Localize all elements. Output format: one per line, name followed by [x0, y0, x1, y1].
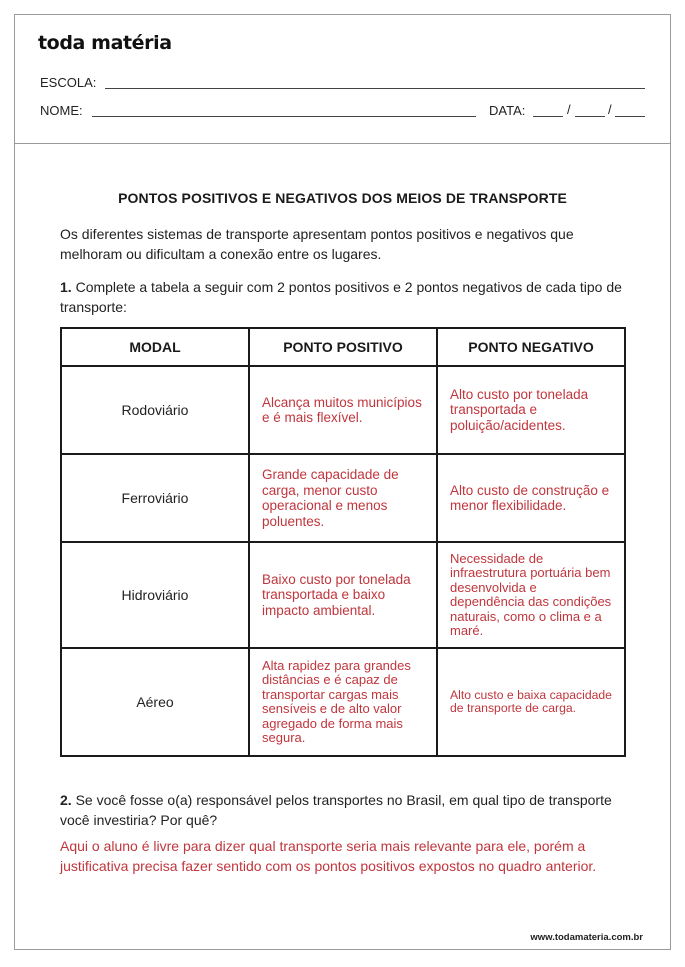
transport-table [60, 327, 626, 757]
date-month-field[interactable] [575, 116, 605, 117]
table-row [61, 366, 625, 454]
date-separator: / [608, 102, 612, 117]
intro-paragraph: Os diferentes sistemas de transporte apresentam pontos positivos e negativos que melhoram ou dificultam a conexão entre os lugares. [60, 226, 574, 262]
date-separator: / [567, 102, 571, 117]
name-label: NOME: [40, 103, 83, 118]
modal-cell: Ferroviário [61, 454, 249, 542]
date-year-field[interactable] [615, 116, 645, 117]
school-label: ESCOLA: [40, 75, 97, 90]
question-2-number: 2. [60, 792, 72, 808]
modal-cell: Rodoviário [61, 366, 249, 454]
question-1-number: 1. [60, 279, 72, 295]
school-field[interactable] [105, 88, 645, 89]
column-header-negative: PONTO NEGATIVO [437, 328, 625, 366]
table-header-row [61, 328, 625, 366]
table-row [61, 542, 625, 648]
worksheet-title: PONTOS POSITIVOS E NEGATIVOS DOS MEIOS DE TRANSPORTE [118, 190, 567, 206]
negative-cell: Alto custo e baixa capacidade de transporte de carga. [437, 648, 625, 756]
table-row [61, 648, 625, 756]
modal-cell: Aéreo [61, 648, 249, 756]
question-2-text: Se você fosse o(a) responsável pelos transportes no Brasil, em qual tipo de transporte você investiria? Por quê? [60, 792, 612, 828]
table-row [61, 454, 625, 542]
positive-cell: Baixo custo por tonelada transportada e baixo impacto ambiental. [249, 542, 437, 648]
positive-cell: Alcança muitos municípios e é mais flexível. [249, 366, 437, 454]
question-1 [60, 277, 635, 317]
negative-cell: Alto custo por tonelada transportada e poluição/acidentes. [437, 366, 625, 454]
negative-cell: Necessidade de infraestrutura portuária bem desenvolvida e dependência das condições naturais, como o clima e a maré. [437, 542, 625, 648]
column-header-modal: MODAL [61, 328, 249, 366]
footer-website: www.todamateria.com.br [530, 932, 643, 943]
name-field[interactable] [92, 116, 476, 117]
positive-cell: Alta rapidez para grandes distâncias e é capaz de transportar cargas mais sensíveis e de alto valor agregado de forma mais segura. [249, 648, 437, 756]
negative-cell: Alto custo de construção e menor flexibilidade. [437, 454, 625, 542]
question-2-answer: Aqui o aluno é livre para dizer qual transporte seria mais relevante para ele, porém a justificativa precisa fazer sentido com os pontos positivos expostos no quadro anterior. [60, 838, 597, 874]
column-header-positive: PONTO POSITIVO [249, 328, 437, 366]
positive-cell: Grande capacidade de carga, menor custo operacional e menos poluentes. [249, 454, 437, 542]
header-divider [14, 143, 671, 144]
question-2 [60, 790, 635, 830]
question-1-text: Complete a tabela a seguir com 2 pontos positivos e 2 pontos negativos de cada tipo de transporte: [60, 279, 622, 315]
date-label: DATA: [489, 103, 526, 118]
date-day-field[interactable] [533, 116, 563, 117]
logo: toda matéria [38, 32, 172, 54]
modal-cell: Hidroviário [61, 542, 249, 648]
